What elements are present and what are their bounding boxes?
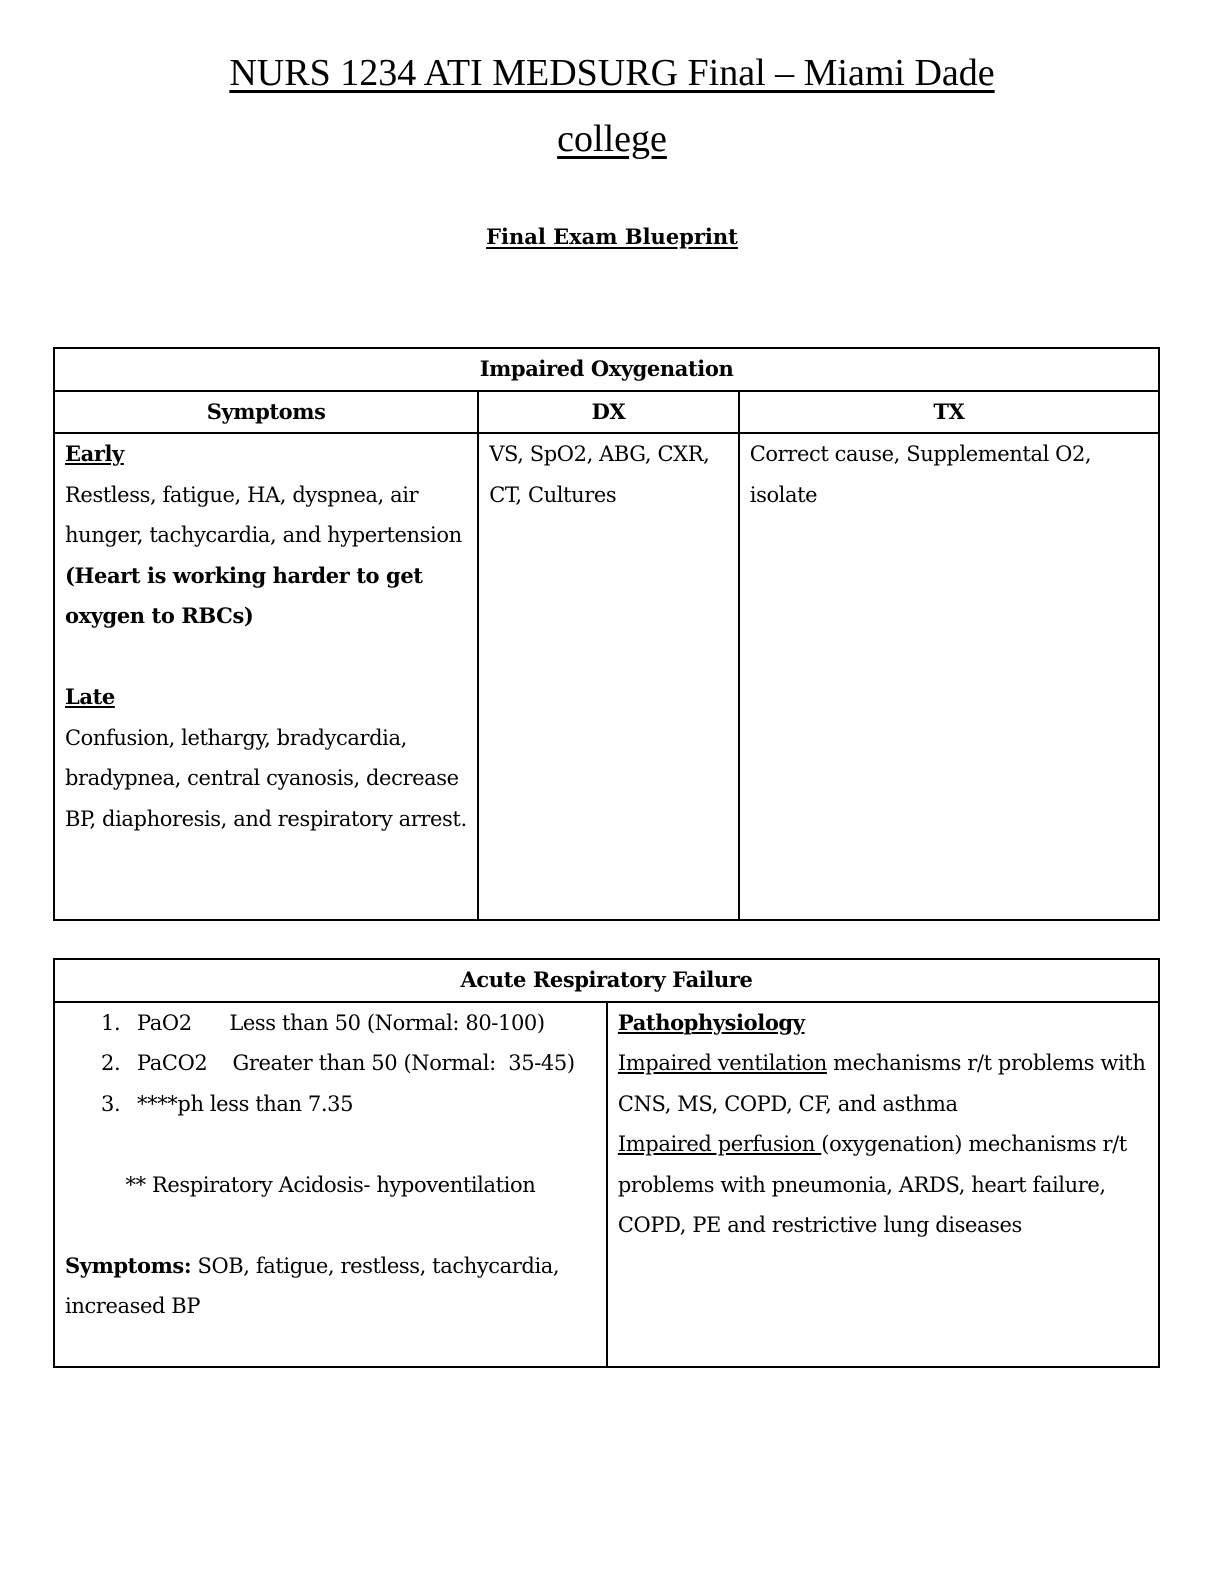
- symptoms-paragraph: [65, 1246, 596, 1327]
- tx-header: TX: [739, 391, 1159, 434]
- late-symptoms: Confusion, lethargy, bradycardia, bradypnea, central cyanosis, decrease BP, diaphoresis, and respiratory arrest.: [65, 725, 467, 831]
- dx-cell: VS, SpO2, ABG, CXR, CT, Cultures: [478, 433, 739, 920]
- symptoms-cell: [54, 433, 478, 920]
- abg-criteria-list: [65, 1003, 596, 1125]
- tx-cell: Correct cause, Supplemental O2, isolate: [739, 433, 1159, 920]
- title-line-2: college: [557, 118, 667, 160]
- list-item: 2. PaCO2 Greater than 50 (Normal: 35-45): [101, 1051, 575, 1075]
- symptoms-header: Symptoms: [54, 391, 478, 434]
- early-label: Early: [65, 441, 124, 466]
- list-item: 3. ****ph less than 7.35: [101, 1091, 354, 1116]
- dx-header: DX: [478, 391, 739, 434]
- symptoms-label: Symptoms:: [65, 1252, 192, 1278]
- ventilation-text: mechanisms r/t problems with CNS, MS, COPD, CF, and asthma: [617, 1051, 1146, 1116]
- pathophysiology-label: Pathophysiology: [617, 1009, 805, 1035]
- impaired-oxygenation-table: [53, 347, 1160, 921]
- perfusion-paragraph: [618, 1124, 1148, 1246]
- list-item: 1. PaO2 Less than 50 (Normal: 80-100): [101, 1010, 545, 1035]
- impaired-oxygenation-caption: Impaired Oxygenation: [54, 348, 1159, 391]
- symptoms-text: SOB, fatigue, restless, tachycardia, increased BP: [65, 1253, 560, 1318]
- document-subtitle: Final Exam Blueprint: [486, 224, 738, 249]
- perfusion-label: Impaired perfusion: [617, 1132, 822, 1156]
- early-symptoms: Restless, fatigue, HA, dyspnea, air hunger, tachycardia, and hypertension: [65, 482, 462, 547]
- ventilation-paragraph: [618, 1043, 1148, 1124]
- acidosis-note: ** Respiratory Acidosis- hypoventilation: [125, 1172, 536, 1197]
- ventilation-label: Impaired ventilation: [617, 1051, 827, 1075]
- early-note: (Heart is working harder to get oxygen to RBCs): [65, 562, 423, 628]
- acute-respiratory-failure-table: [53, 958, 1160, 1368]
- values-cell: [54, 1002, 607, 1367]
- title-line-1: NURS 1234 ATI MEDSURG Final – Miami Dade: [229, 52, 995, 94]
- pathophysiology-cell: [607, 1002, 1159, 1367]
- document-title: [0, 40, 1224, 172]
- perfusion-text: (oxygenation) mechanisms r/t problems with pneumonia, ARDS, heart failure, COPD, PE and restrictive lung diseases: [617, 1132, 1127, 1237]
- acute-respiratory-failure-caption: Acute Respiratory Failure: [54, 959, 1159, 1002]
- late-label: Late: [65, 684, 115, 709]
